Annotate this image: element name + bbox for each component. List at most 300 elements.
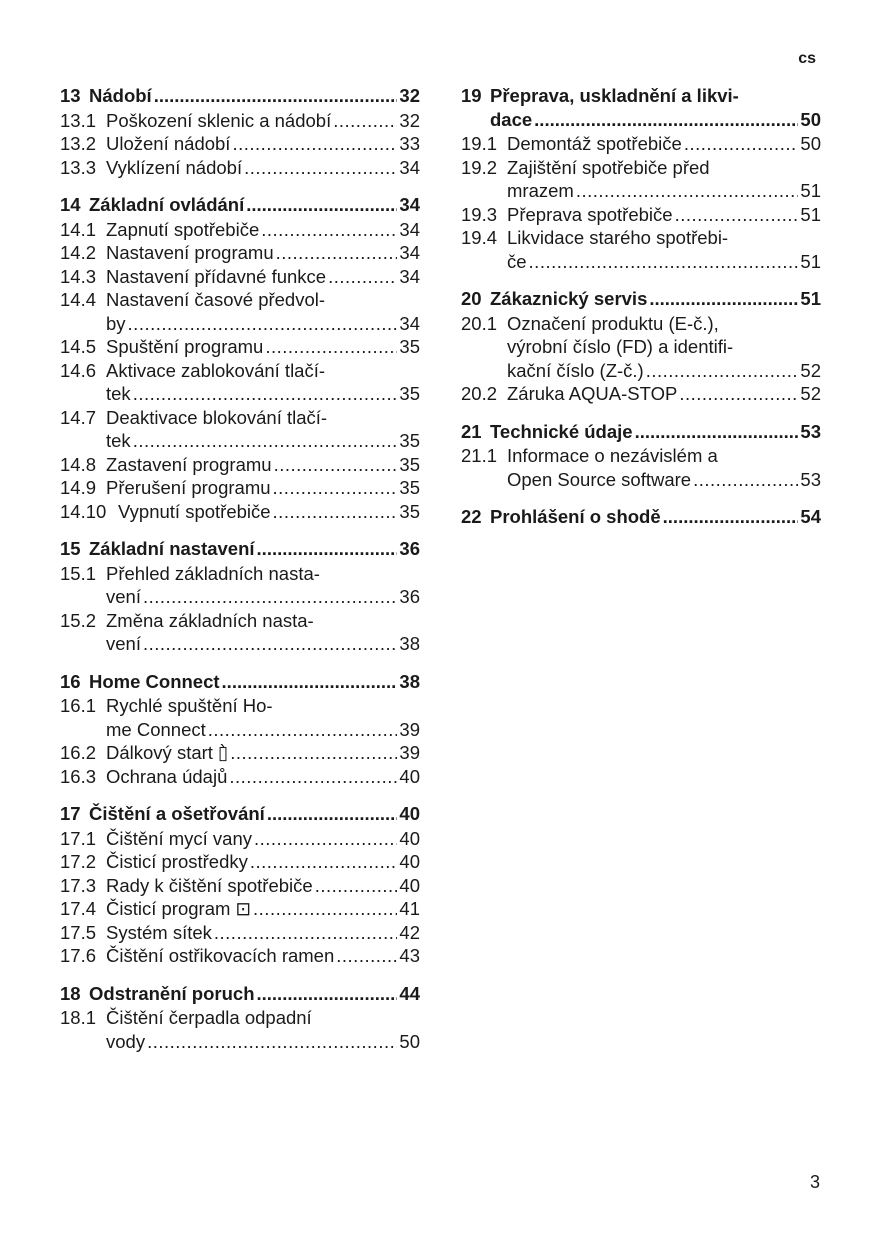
toc-line: [507, 226, 821, 250]
toc-line: [106, 718, 420, 742]
toc-line: [89, 982, 420, 1006]
toc-subsection-entry[interactable]: [60, 827, 420, 851]
toc-section: [60, 670, 420, 789]
toc-chapter-entry[interactable]: [60, 802, 420, 826]
toc-entry-text: Zákaznický servis: [490, 288, 648, 309]
toc-line: [106, 429, 420, 453]
toc-subsection-entry[interactable]: [461, 382, 821, 406]
dot-leader: [274, 453, 398, 477]
toc-line: [106, 827, 420, 851]
dot-leader: [230, 741, 397, 765]
toc-page-number: 38: [399, 633, 420, 654]
toc-entry-text: Rady k čištění spotřebiče: [106, 874, 313, 896]
toc-chapter-number: 16: [60, 670, 81, 692]
toc-subsection-entry[interactable]: [60, 288, 420, 335]
toc-entry-text: Přehled základních nasta-: [106, 562, 320, 584]
toc-entry-text: Ochrana údajů: [106, 765, 228, 787]
toc-subsection-title: [106, 288, 420, 335]
dot-leader: [328, 265, 397, 289]
toc-line: [106, 359, 420, 383]
toc-line: [118, 500, 420, 524]
toc-subsection-number: 16.3: [60, 765, 97, 787]
toc-entry-text: by: [106, 312, 126, 334]
toc-entry-text: Home Connect: [89, 670, 220, 692]
toc-subsection-number: 17.1: [60, 827, 97, 849]
toc-subsection-entry[interactable]: [60, 944, 420, 968]
toc-entry-text: výrobní číslo (FD) a identifi-: [507, 336, 734, 357]
dot-leader: [254, 827, 397, 851]
dot-leader: [154, 84, 398, 108]
dot-leader: [649, 287, 798, 311]
dot-leader: [246, 193, 397, 217]
toc-page-number: 40: [399, 827, 420, 849]
toc-subsection-title: [106, 562, 420, 609]
toc-line: [106, 109, 420, 133]
toc-entry-text: Čištění čerpadla odpadní: [106, 1007, 312, 1028]
dot-leader: [267, 802, 398, 826]
toc-entry-text: Spuštění programu: [106, 336, 264, 357]
toc-line: [507, 382, 821, 406]
toc-section: [60, 802, 420, 968]
toc-entry-text: Dálkový start ▯̀: [106, 742, 229, 763]
toc-subsection-number: 15.2: [60, 609, 97, 631]
toc-page-number: 53: [800, 420, 821, 442]
dot-leader: [265, 335, 397, 359]
dot-leader: [635, 420, 799, 444]
toc-subsection-number: 14.3: [60, 265, 97, 287]
toc-subsection-entry[interactable]: [60, 406, 420, 453]
toc-page-number: 50: [800, 108, 821, 130]
toc-entry-text: Záruka AQUA-STOP: [507, 383, 678, 404]
toc-subsection-entry[interactable]: [461, 156, 821, 203]
toc-subsection-title: [507, 226, 821, 273]
toc-entry-text: Čištění mycí vany: [106, 827, 252, 849]
toc-line: [106, 765, 420, 789]
toc-line: [106, 632, 420, 656]
toc-entry-text: Prohlášení o shodě: [490, 506, 661, 527]
toc-line: [490, 84, 821, 108]
toc-line: [106, 562, 420, 586]
toc-subsection-title: [106, 406, 420, 453]
toc-subsection-entry[interactable]: [60, 359, 420, 406]
dot-leader: [229, 765, 397, 789]
toc-subsection-title: [106, 1006, 420, 1053]
toc-entry-text: Technické údaje: [490, 420, 633, 442]
toc-line: [106, 741, 420, 765]
toc-chapter-number: 17: [60, 803, 81, 824]
toc-chapter-title: [490, 420, 821, 444]
toc-page-number: 32: [399, 85, 420, 106]
toc-subsection-number: 17.3: [60, 874, 97, 896]
toc-subsection-title: [106, 218, 420, 242]
toc-subsection-title: [106, 694, 420, 741]
toc-subsection-number: 14.4: [60, 289, 97, 310]
toc-line: [106, 921, 420, 945]
toc-line: [490, 108, 821, 132]
toc-line: [507, 335, 821, 359]
toc-page-number: 51: [800, 288, 821, 309]
dot-leader: [273, 476, 398, 500]
toc-entry-text: Nádobí: [89, 85, 152, 106]
toc-subsection-number: 17.4: [60, 898, 97, 919]
toc-subsection-title: [106, 476, 420, 500]
toc-subsection-entry[interactable]: [60, 476, 420, 500]
toc-subsection-title: [106, 109, 420, 133]
toc-subsection-number: 14.2: [60, 242, 97, 263]
dot-leader: [663, 505, 799, 529]
toc-line: [106, 476, 420, 500]
toc-subsection-title: [106, 156, 420, 180]
toc-page-number: 52: [800, 383, 821, 404]
dot-leader: [336, 944, 397, 968]
dot-leader: [273, 500, 398, 524]
toc-subsection-entry[interactable]: [461, 226, 821, 273]
toc-entry-text: Deaktivace blokování tlačí-: [106, 406, 328, 428]
toc-section: [461, 84, 821, 273]
toc-chapter-entry[interactable]: [461, 84, 821, 131]
toc-line: [490, 420, 821, 444]
toc-line: [106, 241, 420, 265]
toc-page-number: 50: [399, 1030, 420, 1052]
toc-subsection-number: 18.1: [60, 1007, 97, 1028]
toc-chapter-entry[interactable]: [461, 505, 821, 529]
toc-page-number: 34: [399, 242, 420, 263]
dot-leader: [675, 203, 799, 227]
toc-line: [507, 250, 821, 274]
toc-chapter-number: 19: [461, 85, 482, 106]
toc-subsection-entry[interactable]: [60, 765, 420, 789]
toc-page-number: 54: [800, 506, 821, 527]
toc-page-number: 34: [399, 218, 420, 240]
toc-chapter-entry[interactable]: [60, 537, 420, 561]
toc-entry-text: Aktivace zablokování tlačí-: [106, 359, 326, 381]
toc-subsection-title: [106, 453, 420, 477]
toc-entry-text: Odstranění poruch: [89, 982, 255, 1004]
toc-subsection-number: 13.2: [60, 133, 97, 154]
toc-chapter-number: 15: [60, 538, 81, 559]
toc-entry-text: Likvidace starého spotřebi-: [507, 227, 729, 248]
toc-entry-text: Změna základních nasta-: [106, 609, 314, 631]
toc-subsection-number: 16.2: [60, 742, 97, 763]
toc-line: [106, 453, 420, 477]
toc-entry-text: Zapnutí spotřebiče: [106, 218, 260, 240]
toc-entry-text: Zajištění spotřebiče před: [507, 156, 710, 178]
toc-subsection-entry[interactable]: [60, 921, 420, 945]
toc-section: [60, 982, 420, 1054]
toc-line: [106, 288, 420, 312]
toc-subsection-title: [106, 944, 420, 968]
toc-subsection-entry[interactable]: [60, 1006, 420, 1053]
dot-leader: [222, 670, 398, 694]
toc-page-number: 51: [800, 180, 821, 201]
toc-page-number: 32: [399, 109, 420, 131]
dot-leader: [133, 429, 398, 453]
toc-chapter-entry[interactable]: [60, 670, 420, 694]
dot-leader: [684, 132, 799, 156]
toc-line: [490, 287, 821, 311]
toc-subsection-entry[interactable]: [461, 203, 821, 227]
toc-entry-text: Systém sítek: [106, 921, 212, 943]
toc-subsection-number: 14.5: [60, 336, 97, 357]
toc-subsection-title: [106, 359, 420, 406]
toc-subsection-title: [507, 203, 821, 227]
toc-subsection-title: [106, 241, 420, 265]
toc-chapter-number: 22: [461, 506, 482, 527]
toc-subsection-entry[interactable]: [60, 218, 420, 242]
toc-entry-text: Čisticí program ⊡: [106, 898, 252, 919]
toc-subsection-number: 14.8: [60, 453, 97, 475]
toc-subsection-number: 19.4: [461, 227, 498, 248]
toc-entry-text: Čisticí prostředky: [106, 851, 248, 872]
toc-line: [507, 312, 821, 336]
toc-subsection-entry[interactable]: [60, 897, 420, 921]
toc-section: [60, 193, 420, 523]
toc-subsection-number: 14.6: [60, 359, 97, 381]
toc-entry-text: Přerušení programu: [106, 477, 271, 498]
toc-chapter-title: [490, 84, 821, 131]
toc-page-number: 44: [399, 982, 420, 1004]
toc-entry-text: Informace o nezávislém a: [507, 445, 718, 466]
toc-line: [106, 406, 420, 430]
dot-leader: [147, 1030, 397, 1054]
toc-chapter-number: 14: [60, 194, 81, 215]
toc-page-number: 53: [800, 468, 821, 490]
toc-line: [89, 84, 420, 108]
toc-entry-text: vení: [106, 586, 141, 607]
toc-subsection-entry[interactable]: [60, 265, 420, 289]
dot-leader: [576, 179, 799, 203]
toc-line: [106, 694, 420, 718]
dot-leader: [529, 250, 799, 274]
toc-entry-text: če: [507, 250, 527, 272]
toc-page-number: 35: [399, 500, 420, 522]
toc-line: [507, 156, 821, 180]
toc-chapter-entry[interactable]: [461, 420, 821, 444]
dot-leader: [232, 132, 397, 156]
toc-subsection-entry[interactable]: [60, 874, 420, 898]
toc-entry-text: Označení produktu (E-č.),: [507, 312, 719, 334]
toc-entry-text: Uložení nádobí: [106, 133, 231, 154]
toc-subsection-title: [106, 265, 420, 289]
toc-line: [106, 265, 420, 289]
toc-subsection-entry[interactable]: [461, 444, 821, 491]
toc-subsection-title: [106, 741, 420, 765]
toc-subsection-title: [118, 500, 420, 524]
toc-chapter-entry[interactable]: [461, 287, 821, 311]
toc-subsection-title: [106, 609, 420, 656]
toc-line: [507, 132, 821, 156]
toc-subsection-number: 16.1: [60, 695, 97, 716]
toc-subsection-number: 19.2: [461, 156, 498, 178]
toc-line: [106, 944, 420, 968]
dot-leader: [534, 108, 798, 132]
toc-entry-text: Demontáž spotřebiče: [507, 133, 682, 154]
toc-subsection-entry[interactable]: [461, 132, 821, 156]
toc-entry-text: Přeprava, uskladnění a likvi-: [490, 85, 739, 106]
toc-chapter-number: 13: [60, 85, 81, 106]
toc-page-number: 40: [399, 851, 420, 872]
toc-entry-text: tek: [106, 383, 131, 404]
toc-subsection-number: 17.5: [60, 921, 97, 943]
toc-subsection-title: [106, 765, 420, 789]
toc-subsection-number: 14.7: [60, 406, 97, 428]
toc-subsection-number: 19.3: [461, 203, 498, 225]
toc-chapter-title: [89, 802, 420, 826]
dot-leader: [693, 468, 798, 492]
toc-subsection-title: [507, 312, 821, 383]
toc-line: [106, 585, 420, 609]
toc-subsection-entry[interactable]: [60, 109, 420, 133]
toc-subsection-entry[interactable]: [60, 156, 420, 180]
toc-subsection-number: 17.6: [60, 945, 97, 966]
dot-leader: [679, 382, 798, 406]
dot-leader: [128, 312, 398, 336]
dot-leader: [257, 982, 398, 1006]
dot-leader: [143, 585, 397, 609]
toc-entry-text: vody: [106, 1030, 146, 1052]
toc-subsection-entry[interactable]: [60, 694, 420, 741]
toc-subsection-entry[interactable]: [60, 132, 420, 156]
toc-entry-text: Zastavení programu: [106, 453, 272, 475]
toc-subsection-entry[interactable]: [60, 850, 420, 874]
toc-column-right: [461, 84, 821, 543]
toc-subsection-number: 20.1: [461, 312, 498, 334]
page-number: 3: [809, 1172, 820, 1192]
toc-column-left: [60, 84, 420, 1067]
toc-subsection-number: 17.2: [60, 851, 97, 872]
toc-entry-text: kační číslo (Z-č.): [507, 359, 644, 381]
toc-subsection-entry[interactable]: [60, 609, 420, 656]
toc-entry-text: tek: [106, 430, 131, 451]
toc-page-number: 36: [399, 538, 420, 559]
toc-entry-text: Základní nastavení: [89, 538, 255, 559]
toc-entry-text: Čištění ostřikovacích ramen: [106, 945, 335, 966]
dot-leader: [214, 921, 398, 945]
toc-line: [106, 850, 420, 874]
toc-entry-text: Přeprava spotřebiče: [507, 203, 673, 225]
dot-leader: [276, 241, 398, 265]
dot-leader: [143, 632, 397, 656]
toc-subsection-number: 13.1: [60, 109, 97, 131]
toc-entry-text: Nastavení přídavné funkce: [106, 265, 327, 287]
toc-page-number: 40: [399, 803, 420, 824]
toc-chapter-entry[interactable]: [60, 84, 420, 108]
toc-page-number: 43: [399, 945, 420, 966]
dot-leader: [257, 537, 398, 561]
dot-leader: [133, 382, 398, 406]
toc-subsection-title: [106, 921, 420, 945]
toc-chapter-entry[interactable]: [60, 982, 420, 1006]
toc-subsection-number: 21.1: [461, 445, 498, 466]
toc-section: [461, 287, 821, 406]
toc-chapter-number: 20: [461, 288, 482, 309]
toc-line: [507, 444, 821, 468]
toc-page-number: 50: [800, 133, 821, 154]
toc-subsection-entry[interactable]: [60, 335, 420, 359]
toc-page-number: 34: [399, 194, 420, 215]
toc-page-number: 40: [399, 874, 420, 896]
dot-leader: [253, 897, 397, 921]
toc-entry-text: Vypnutí spotřebiče: [118, 500, 271, 522]
toc-subsection-entry[interactable]: [60, 741, 420, 765]
toc-page-number: 36: [399, 586, 420, 607]
toc-line: [507, 359, 821, 383]
toc-line: [106, 312, 420, 336]
toc-line: [89, 802, 420, 826]
toc-line: [106, 156, 420, 180]
toc-page-number: 34: [399, 156, 420, 178]
toc-section: [461, 505, 821, 529]
toc-line: [89, 537, 420, 561]
toc-page-number: 34: [399, 312, 420, 334]
toc-subsection-entry[interactable]: [60, 453, 420, 477]
toc-subsection-title: [507, 156, 821, 203]
toc-subsection-number: 20.2: [461, 383, 498, 404]
toc-entry-text: Rychlé spuštění Ho-: [106, 695, 273, 716]
toc-entry-text: Čištění a ošetřování: [89, 803, 265, 824]
toc-line: [106, 132, 420, 156]
toc-subsection-entry[interactable]: [60, 562, 420, 609]
toc-line: [106, 335, 420, 359]
toc-subsection-number: 13.3: [60, 156, 97, 178]
toc-page-number: 51: [800, 203, 821, 225]
toc-subsection-entry[interactable]: [60, 500, 420, 524]
toc-section: [60, 84, 420, 179]
toc-chapter-title: [490, 287, 821, 311]
toc-subsection-title: [507, 382, 821, 406]
toc-entry-text: dace: [490, 108, 533, 130]
toc-subsection-entry[interactable]: [461, 312, 821, 383]
dot-leader: [333, 109, 397, 133]
dot-leader: [315, 874, 398, 898]
toc-entry-text: Nastavení časové předvol-: [106, 289, 326, 310]
toc-page-number: 38: [399, 670, 420, 692]
toc-entry-text: Nastavení programu: [106, 242, 274, 263]
toc-subsection-entry[interactable]: [60, 241, 420, 265]
toc-chapter-title: [89, 84, 420, 108]
toc-subsection-number: 14.9: [60, 477, 97, 498]
toc-page-number: 34: [399, 265, 420, 287]
toc-section: [461, 420, 821, 492]
toc-page-number: 41: [399, 898, 420, 919]
dot-leader: [250, 850, 398, 874]
toc-page-number: 42: [399, 921, 420, 943]
toc-page-number: 33: [399, 133, 420, 154]
toc-subsection-title: [106, 874, 420, 898]
toc-page-number: 39: [399, 718, 420, 740]
toc-line: [106, 218, 420, 242]
toc-subsection-title: [106, 132, 420, 156]
toc-subsection-title: [507, 132, 821, 156]
toc-page-number: 52: [800, 359, 821, 381]
toc-chapter-title: [89, 193, 420, 217]
toc-chapter-number: 18: [60, 982, 81, 1004]
toc-subsection-title: [507, 444, 821, 491]
toc-line: [89, 670, 420, 694]
toc-page-number: 35: [399, 453, 420, 475]
toc-section: [60, 537, 420, 656]
toc-page-number: 35: [399, 383, 420, 404]
toc-line: [507, 203, 821, 227]
toc-line: [106, 382, 420, 406]
toc-subsection-number: 19.1: [461, 133, 498, 154]
toc-entry-text: Základní ovládání: [89, 194, 245, 215]
language-code: cs: [798, 50, 816, 67]
toc-chapter-title: [490, 505, 821, 529]
toc-page-number: 39: [399, 742, 420, 763]
toc-chapter-entry[interactable]: [60, 193, 420, 217]
toc-chapter-number: 21: [461, 420, 482, 442]
